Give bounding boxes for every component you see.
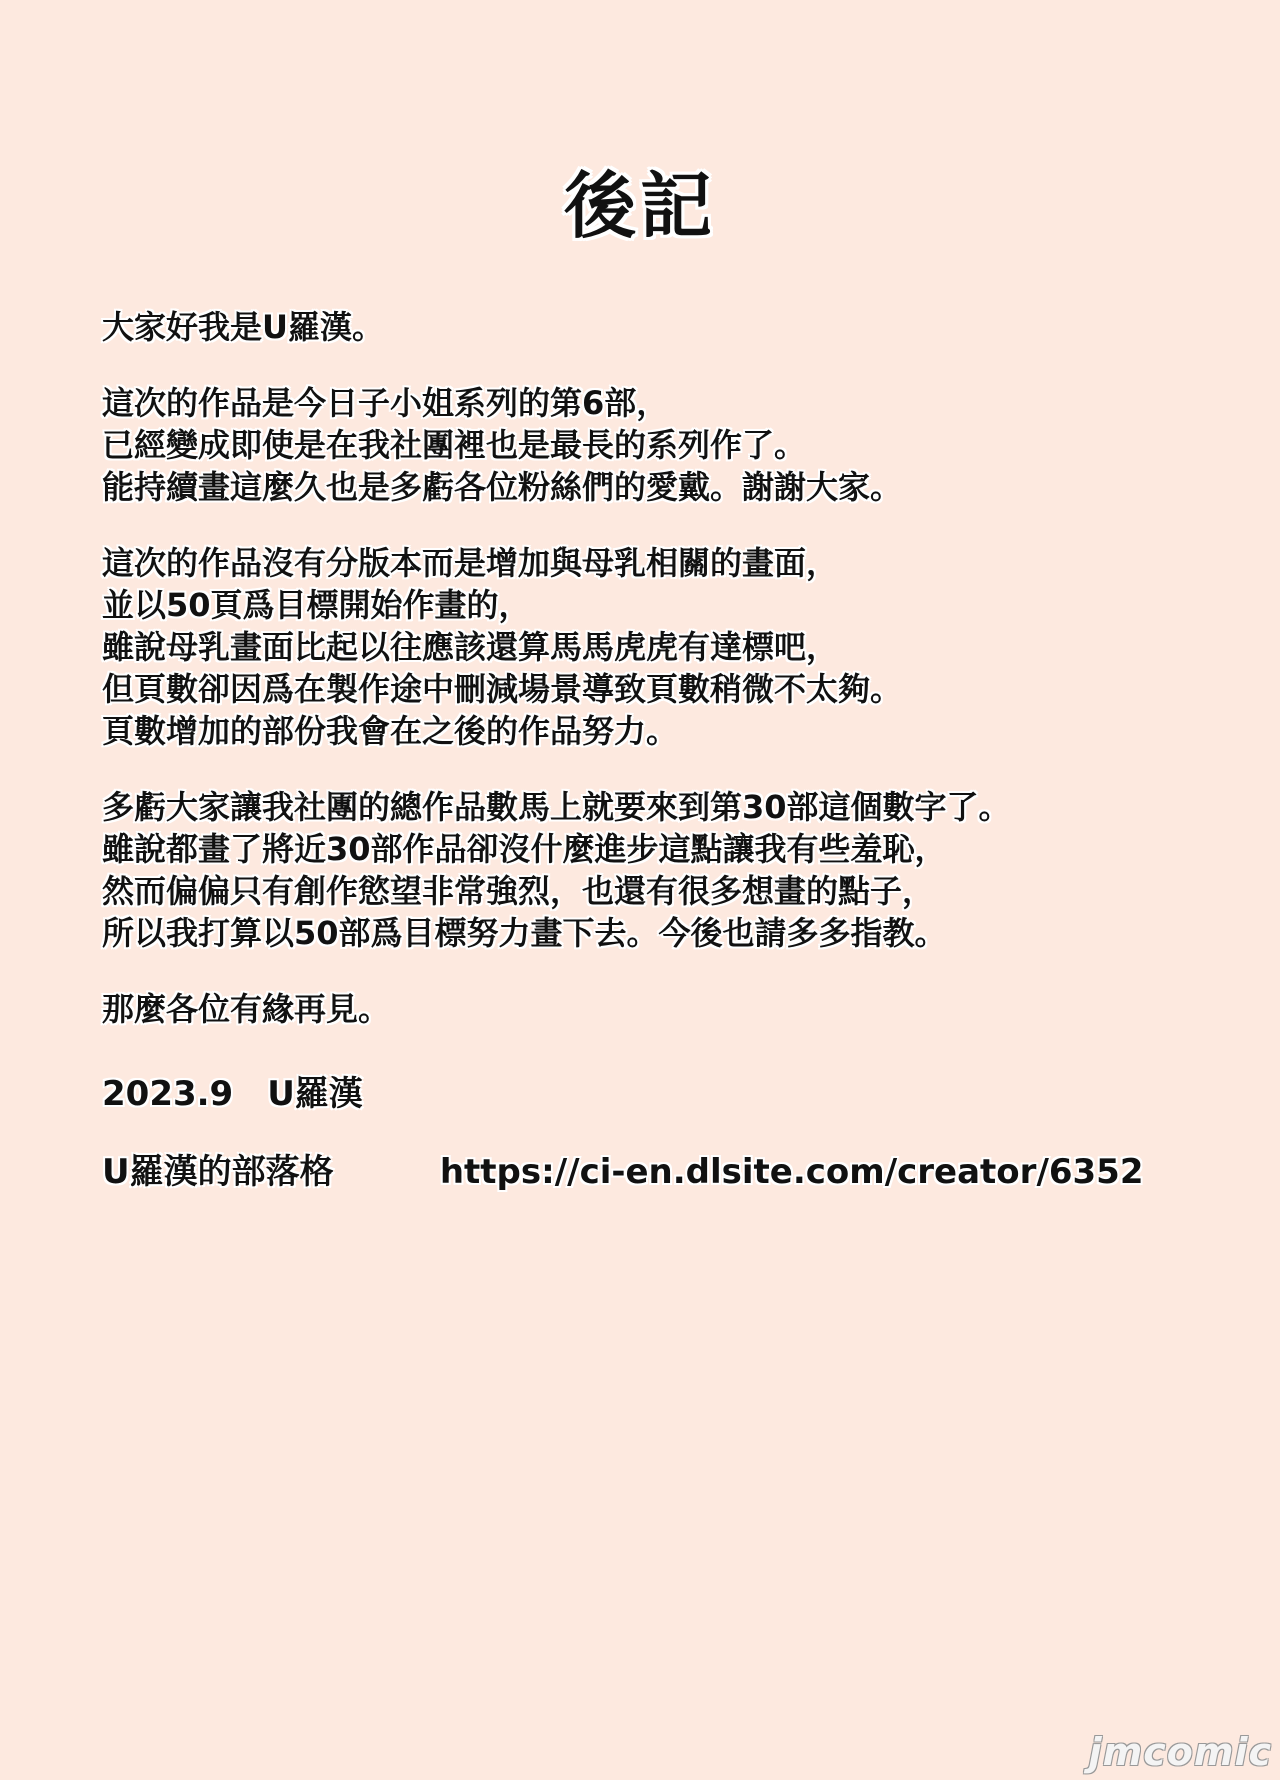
page-title: 後記	[563, 164, 716, 248]
text-line: 這次的作品沒有分版本而是增加與母乳相關的畫面，	[102, 544, 839, 582]
afterword-body	[102, 306, 1202, 1064]
paragraph-series	[102, 382, 1202, 508]
text-line: 然而偏偏只有創作慾望非常強烈，也還有很多想畫的點子，	[102, 872, 935, 910]
site-watermark-logo: jmcomic	[1088, 1730, 1272, 1774]
text-line: 多虧大家讓我社團的總作品數馬上就要來到第30部這個數字了。	[102, 788, 1011, 826]
text-line: 雖說都畫了將近30部作品卻沒什麼進步這點讓我有些羞恥，	[102, 830, 947, 868]
text-line: 所以我打算以50部爲目標努力畫下去。今後也請多多指教。	[102, 914, 947, 952]
paragraph-content	[102, 542, 1202, 752]
paragraph-future	[102, 786, 1202, 954]
blog-link-row	[102, 1144, 1202, 1193]
text-line: 頁數增加的部份我會在之後的作品努力。	[102, 712, 679, 750]
text-line: 並以50頁爲目標開始作畫的，	[102, 586, 531, 624]
text-line: 這次的作品是今日子小姐系列的第6部，	[102, 384, 669, 422]
paragraph-farewell	[102, 988, 1202, 1030]
text-line: 雖說母乳畫面比起以往應該還算馬馬虎虎有達標吧，	[102, 628, 839, 666]
paragraph-greeting	[102, 306, 1202, 348]
signature-date-author: 2023.9 U羅漢	[102, 1074, 363, 1114]
text-line: 但頁數卻因爲在製作途中刪減場景導致頁數稍微不太夠。	[102, 670, 903, 708]
blog-label: U羅漢的部落格	[102, 1152, 334, 1192]
text-line: 大家好我是U羅漢。	[102, 308, 384, 346]
text-line: 能持續畫這麼久也是多虧各位粉絲們的愛戴。謝謝大家。	[102, 468, 903, 506]
blog-url-link[interactable]: https://ci-en.dlsite.com/creator/6352	[439, 1152, 1144, 1192]
text-line: 已經變成即使是在我社團裡也是最長的系列作了。	[102, 426, 807, 464]
text-line: 那麼各位有緣再見。	[102, 990, 391, 1028]
